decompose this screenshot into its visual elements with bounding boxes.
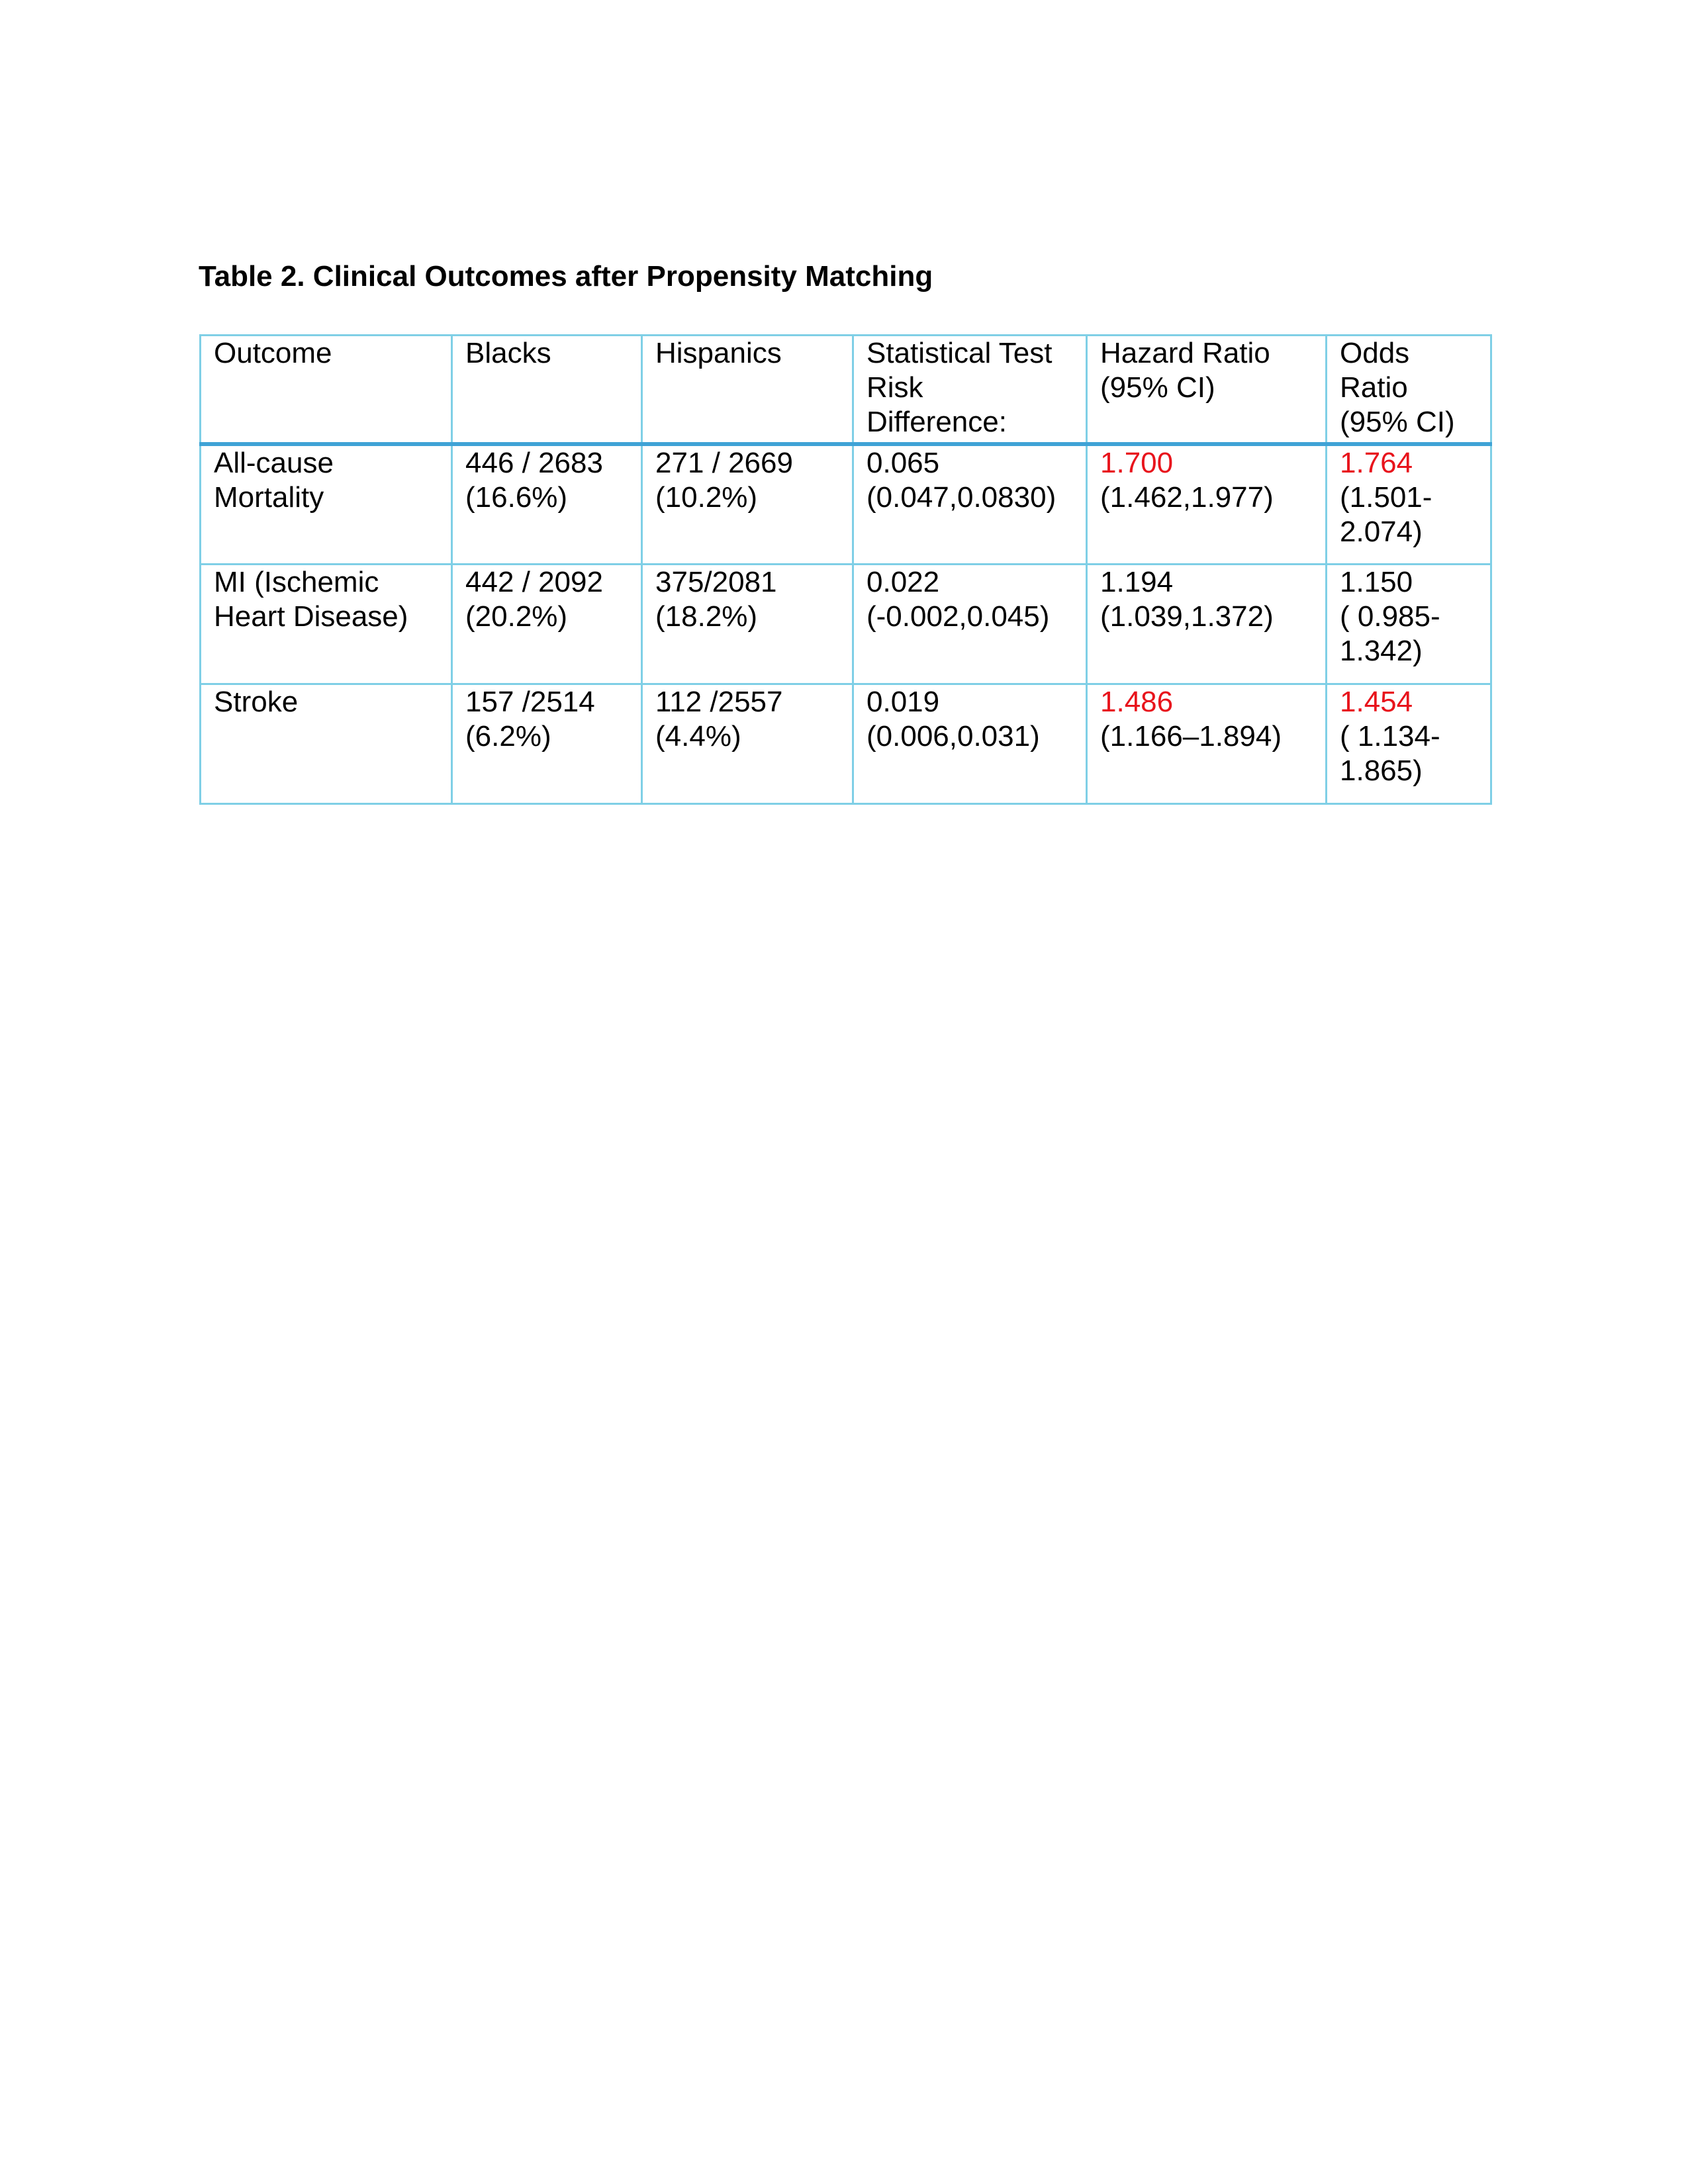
highlighted-value: 1.486 [1100, 685, 1174, 718]
cell-hispanics [642, 444, 853, 564]
header-risk-difference [853, 336, 1087, 445]
highlighted-value: 1.700 [1100, 447, 1174, 479]
cell-outcome [201, 564, 452, 684]
cell-odds-ratio [1327, 564, 1491, 684]
cell-blacks [452, 564, 642, 684]
header-line: Statistical Test [867, 337, 1053, 369]
cell-outcome [201, 444, 452, 564]
clinical-outcomes-table [199, 334, 1492, 805]
header-odds-ratio [1327, 336, 1491, 445]
cell-line: 442 / 2092 [465, 565, 603, 598]
cell-line: Mortality [214, 481, 324, 514]
cell-line: (0.006,0.031) [867, 719, 1040, 752]
cell-line: 0.065 [867, 447, 940, 479]
cell-risk-difference [853, 444, 1087, 564]
header-line: Hispanics [655, 337, 782, 369]
cell-line: 1.865) [1340, 754, 1423, 787]
cell-line: (0.047,0.0830) [867, 481, 1056, 514]
header-hispanics [642, 336, 853, 445]
cell-line: (1.501- [1340, 481, 1432, 514]
cell-line: ( 0.985- [1340, 600, 1440, 633]
cell-odds-ratio [1327, 444, 1491, 564]
cell-line: (16.6%) [465, 481, 568, 514]
cell-line: 1.150 [1340, 565, 1413, 598]
highlighted-value: 1.764 [1340, 447, 1413, 479]
header-outcome [201, 336, 452, 445]
cell-odds-ratio [1327, 684, 1491, 803]
cell-line: (1.166–1.894) [1100, 719, 1282, 752]
cell-line: Stroke [214, 685, 299, 718]
cell-hazard-ratio [1087, 564, 1327, 684]
cell-line: (6.2%) [465, 719, 551, 752]
cell-risk-difference [853, 684, 1087, 803]
cell-line: (10.2%) [655, 481, 758, 514]
header-blacks [452, 336, 642, 445]
cell-line: Heart Disease) [214, 600, 408, 633]
cell-hazard-ratio [1087, 444, 1327, 564]
cell-line: 2.074) [1340, 516, 1423, 548]
cell-blacks [452, 684, 642, 803]
cell-line: 157 /2514 [465, 685, 595, 718]
cell-blacks [452, 444, 642, 564]
cell-risk-difference [853, 564, 1087, 684]
header-line: (95% CI) [1340, 406, 1455, 438]
header-line: Hazard Ratio [1100, 337, 1270, 369]
cell-line: 0.019 [867, 685, 940, 718]
cell-line: 1.194 [1100, 565, 1174, 598]
header-hazard-ratio [1087, 336, 1327, 445]
cell-line: 1.342) [1340, 634, 1423, 667]
cell-hispanics [642, 564, 853, 684]
header-line: Blacks [465, 337, 551, 369]
cell-line: 0.022 [867, 565, 940, 598]
cell-line: All-cause [214, 447, 334, 479]
header-line: Odds [1340, 337, 1410, 369]
table-row [201, 564, 1491, 684]
cell-hispanics [642, 684, 853, 803]
header-line: (95% CI) [1100, 371, 1215, 404]
cell-line: ( 1.134- [1340, 719, 1440, 752]
header-line: Difference: [867, 406, 1007, 438]
cell-line: 375/2081 [655, 565, 777, 598]
table-row [201, 684, 1491, 803]
cell-line: (1.039,1.372) [1100, 600, 1274, 633]
header-row [201, 336, 1491, 445]
cell-line: (1.462,1.977) [1100, 481, 1274, 514]
cell-line: (-0.002,0.045) [867, 600, 1050, 633]
table-row [201, 444, 1491, 564]
cell-outcome [201, 684, 452, 803]
cell-line: 446 / 2683 [465, 447, 603, 479]
cell-line: (4.4%) [655, 719, 741, 752]
cell-line: MI (Ischemic [214, 565, 379, 598]
highlighted-value: 1.454 [1340, 685, 1413, 718]
header-line: Ratio [1340, 371, 1408, 404]
cell-line: (20.2%) [465, 600, 568, 633]
table-caption: Table 2. Clinical Outcomes after Propensity Matching [199, 260, 933, 293]
cell-line: 112 /2557 [655, 685, 783, 718]
cell-hazard-ratio [1087, 684, 1327, 803]
cell-line: 271 / 2669 [655, 447, 793, 479]
cell-line: (18.2%) [655, 600, 758, 633]
header-line: Risk [867, 371, 923, 404]
header-line: Outcome [214, 337, 332, 369]
